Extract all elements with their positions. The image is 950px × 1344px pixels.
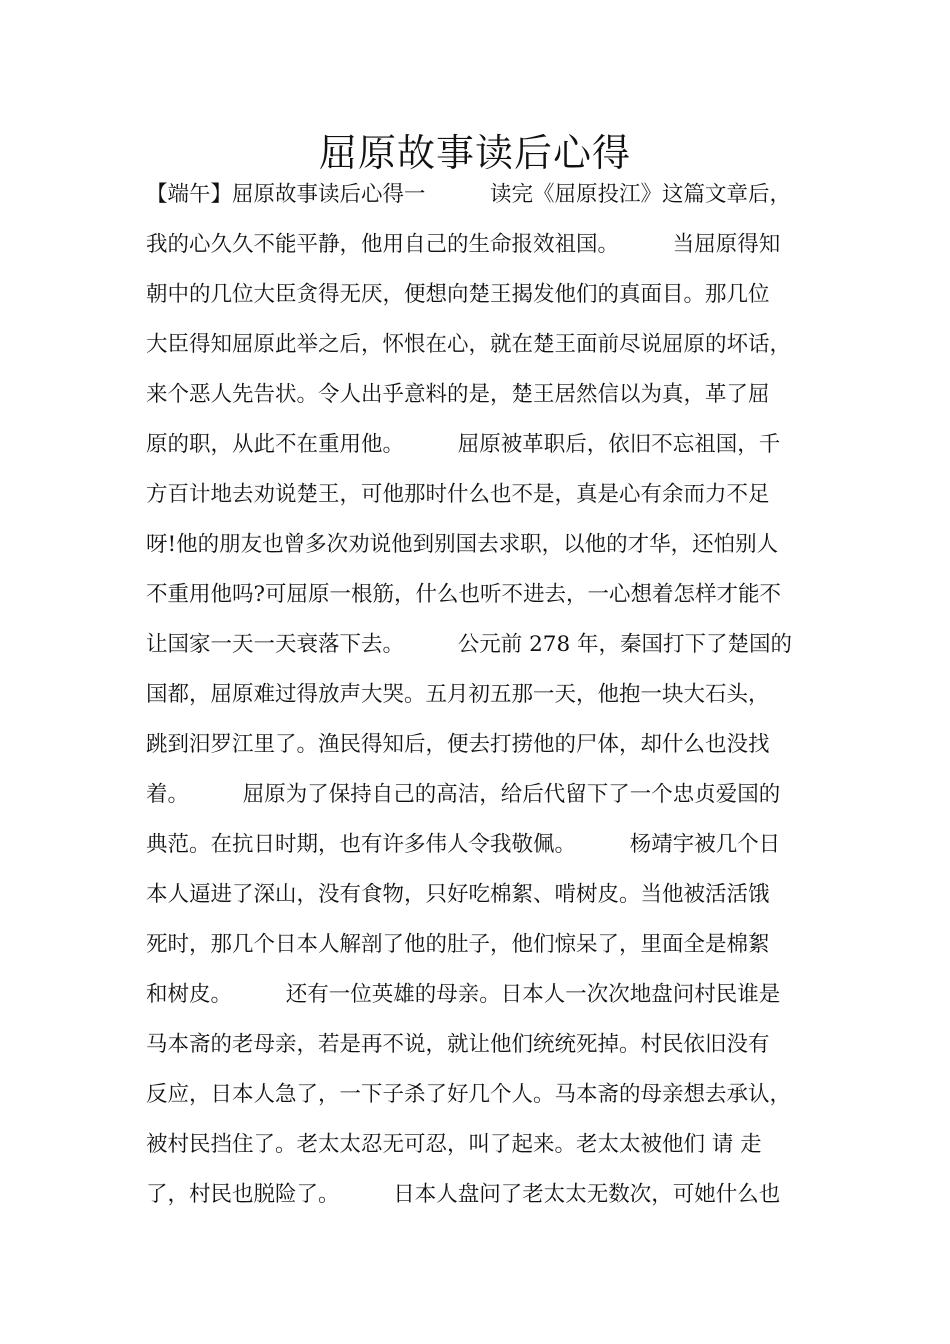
text-line: 反应，日本人急了，一下子杀了好几个人。马本斋的母亲想去承认， [146, 1082, 792, 1107]
text-line: 让国家一天一天衰落下去。 公元前 278 年，秦国打下了楚国的 [146, 632, 792, 657]
text-line: 方百计地去劝说楚王，可他那时什么也不是，真是心有余而力不足 [146, 482, 770, 507]
text-line: 死时，那几个日本人解剖了他的肚子，他们惊呆了，里面全是棉絮 [146, 932, 770, 957]
text-line: 被村民挡住了。老太太忍无可忍，叫了起来。老太太被他们 请 走 [146, 1132, 762, 1157]
text-line: 呀!他的朋友也曾多次劝说他到别国去求职，以他的才华，还怕别人 [146, 532, 779, 557]
text-line: 和树皮。 还有一位英雄的母亲。日本人一次次地盘问村民谁是 [146, 982, 781, 1007]
text-line: 原的职，从此不在重用他。 屈原被革职后，依旧不忘祖国，千 [146, 432, 781, 457]
text-line: 不重用他吗?可屈原一根筋，什么也听不进去，一心想着怎样才能不 [146, 582, 782, 607]
text-line: 跳到汨罗江里了。渔民得知后，便去打捞他的尸体，却什么也没找 [146, 732, 770, 757]
text-line: 来个恶人先告状。令人出乎意料的是，楚王居然信以为真，革了屈 [146, 382, 770, 407]
text-line: 我的心久久不能平静，他用自己的生命报效祖国。 当屈原得知 [146, 232, 781, 257]
text-line: 大臣得知屈原此举之后，怀恨在心，就在楚王面前尽说屈原的坏话， [146, 332, 792, 357]
text-line: 朝中的几位大臣贪得无厌，便想向楚王揭发他们的真面目。那几位 [146, 282, 770, 307]
text-line: 了，村民也脱险了。 日本人盘问了老太太无数次，可她什么也 [146, 1182, 781, 1207]
page-title: 屈原故事读后心得 [318, 131, 631, 175]
text-line: 本人逼进了深山，没有食物，只好吃棉絮、啃树皮。当他被活活饿 [146, 882, 770, 907]
text-line: 【端午】屈原故事读后心得一 读完《屈原投江》这篇文章后， [146, 182, 792, 207]
text-line: 马本斋的老母亲，若是再不说，就让他们统统死掉。村民依旧没有 [146, 1032, 770, 1057]
text-line: 着。 屈原为了保持自己的高洁，给后代留下了一个忠贞爱国的 [146, 782, 781, 807]
text-line: 国都，屈原难过得放声大哭。五月初五那一天，他抱一块大石头， [146, 682, 770, 707]
text-line: 典范。在抗日时期，也有许多伟人令我敬佩。 杨靖宇被几个日 [146, 832, 781, 857]
